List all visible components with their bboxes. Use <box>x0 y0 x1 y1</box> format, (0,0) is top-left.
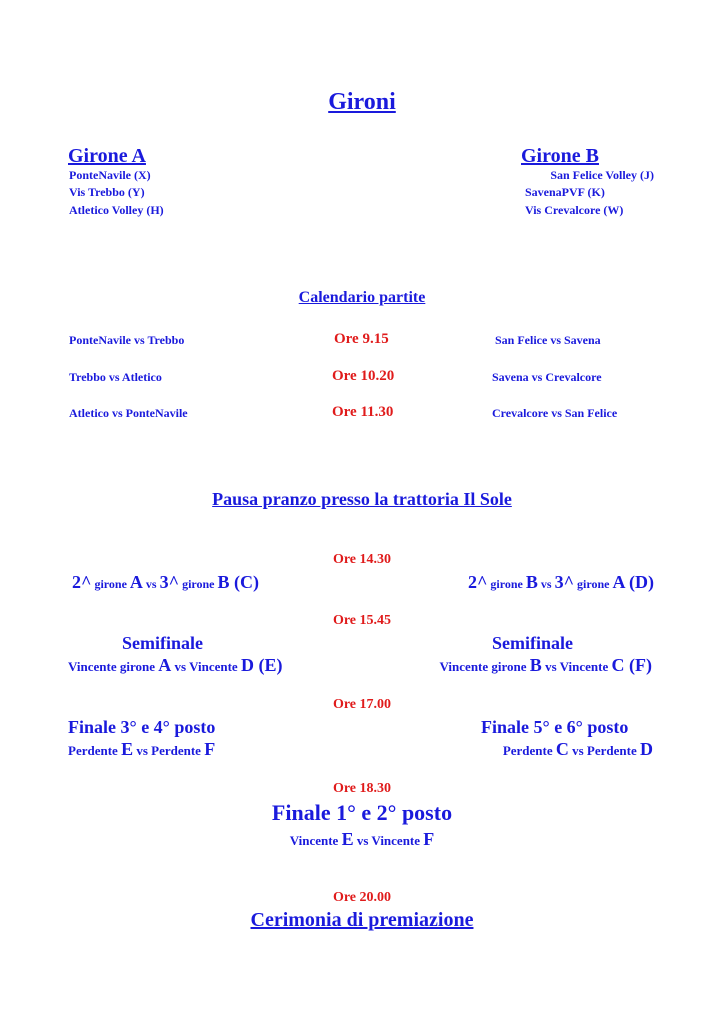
group-letter: B <box>529 655 542 675</box>
round2-right-match <box>468 573 654 592</box>
final-match <box>0 830 724 849</box>
label-girone: girone <box>574 577 613 591</box>
label-vs-perdente: vs Perdente <box>133 743 205 758</box>
match-letter: D <box>640 739 653 759</box>
placement-time: Ore 17.00 <box>332 697 392 712</box>
label-perdente: Perdente <box>502 743 556 758</box>
label-girone: girone <box>179 577 218 591</box>
label-vincente: Vincente <box>289 833 342 848</box>
match-3-right: Crevalcore vs San Felice <box>492 406 618 420</box>
match-2-left: Trebbo vs Atletico <box>69 370 162 384</box>
semis-left-match <box>68 656 282 675</box>
semis-right-match <box>440 656 652 675</box>
match-letter: C <box>555 739 569 759</box>
group-a-title: Girone A <box>68 145 146 167</box>
match-letter: E <box>121 739 134 759</box>
round2-left-match <box>72 573 259 592</box>
label-vincente-girone: Vincente girone <box>439 659 530 674</box>
group-letter: B <box>525 572 538 592</box>
final-title: Finale 1° e 2° posto <box>271 800 453 825</box>
match-code: (E) <box>253 655 283 675</box>
rank-3: 3^ <box>554 572 575 592</box>
group-b-team-1: San Felice Volley (J) <box>550 168 654 182</box>
group-b-team-2: SavenaPVF (K) <box>525 185 605 199</box>
match-letter: C <box>611 655 625 675</box>
label-perdente: Perdente <box>68 743 122 758</box>
label-vs: vs <box>537 577 555 591</box>
rank-2: 2^ <box>72 572 92 592</box>
rank-2: 2^ <box>467 572 488 592</box>
match-3-time: Ore 11.30 <box>332 404 394 420</box>
label-vs: vs <box>142 577 160 591</box>
label-girone: girone <box>487 577 526 591</box>
label-vs-vincente: vs Vincente <box>353 833 424 848</box>
match-3-left: Atletico vs PonteNavile <box>69 406 188 420</box>
ceremony-time: Ore 20.00 <box>332 890 392 905</box>
label-girone: girone <box>91 577 130 591</box>
semis-left-title: Semifinale <box>122 633 203 653</box>
match-letter: F <box>204 739 216 759</box>
match-code: (F) <box>624 655 652 675</box>
lunch-break: Pausa pranzo presso la trattoria Il Sole <box>212 489 512 509</box>
group-letter: A <box>612 572 625 592</box>
match-code: (D) <box>624 572 654 592</box>
label-vs-perdente: vs Perdente <box>568 743 640 758</box>
semis-time: Ore 15.45 <box>332 613 392 628</box>
match-1-left: PonteNavile vs Trebbo <box>69 333 185 347</box>
label-vs-vincente: vs Vincente <box>171 659 241 674</box>
group-a-team-1: PonteNavile (X) <box>69 168 151 182</box>
placement-left-match <box>68 740 215 759</box>
final-time: Ore 18.30 <box>332 781 392 796</box>
match-letter: F <box>423 829 435 849</box>
match-2-time: Ore 10.20 <box>332 368 395 384</box>
match-letter: D <box>240 655 254 675</box>
group-letter: A <box>129 572 143 592</box>
placement-right-title: Finale 5° e 6° posto <box>481 717 629 737</box>
match-code: (C) <box>229 572 260 592</box>
match-1-right: San Felice vs Savena <box>495 333 601 347</box>
match-letter: E <box>341 829 354 849</box>
match-2-right: Savena vs Crevalcore <box>492 370 602 384</box>
placement-right-match <box>503 740 653 759</box>
group-b-team-3: Vis Crevalcore (W) <box>525 203 624 217</box>
group-letter: B <box>217 572 230 592</box>
label-vincente-girone: Vincente girone <box>68 659 159 674</box>
group-b-title: Girone B <box>521 145 599 167</box>
round2-time: Ore 14.30 <box>332 552 392 567</box>
placement-left-title: Finale 3° e 4° posto <box>68 717 216 737</box>
group-letter: A <box>158 655 172 675</box>
rank-3: 3^ <box>159 572 180 592</box>
ceremony-title: Cerimonia di premiazione <box>250 909 474 931</box>
page-title: Gironi <box>328 89 396 115</box>
semis-right-title: Semifinale <box>492 633 573 653</box>
group-a-team-2: Vis Trebbo (Y) <box>69 185 145 199</box>
label-vs-vincente: vs Vincente <box>541 659 612 674</box>
group-a-team-3: Atletico Volley (H) <box>69 203 164 217</box>
calendar-title: Calendario partite <box>298 289 426 306</box>
match-1-time: Ore 9.15 <box>334 331 389 347</box>
